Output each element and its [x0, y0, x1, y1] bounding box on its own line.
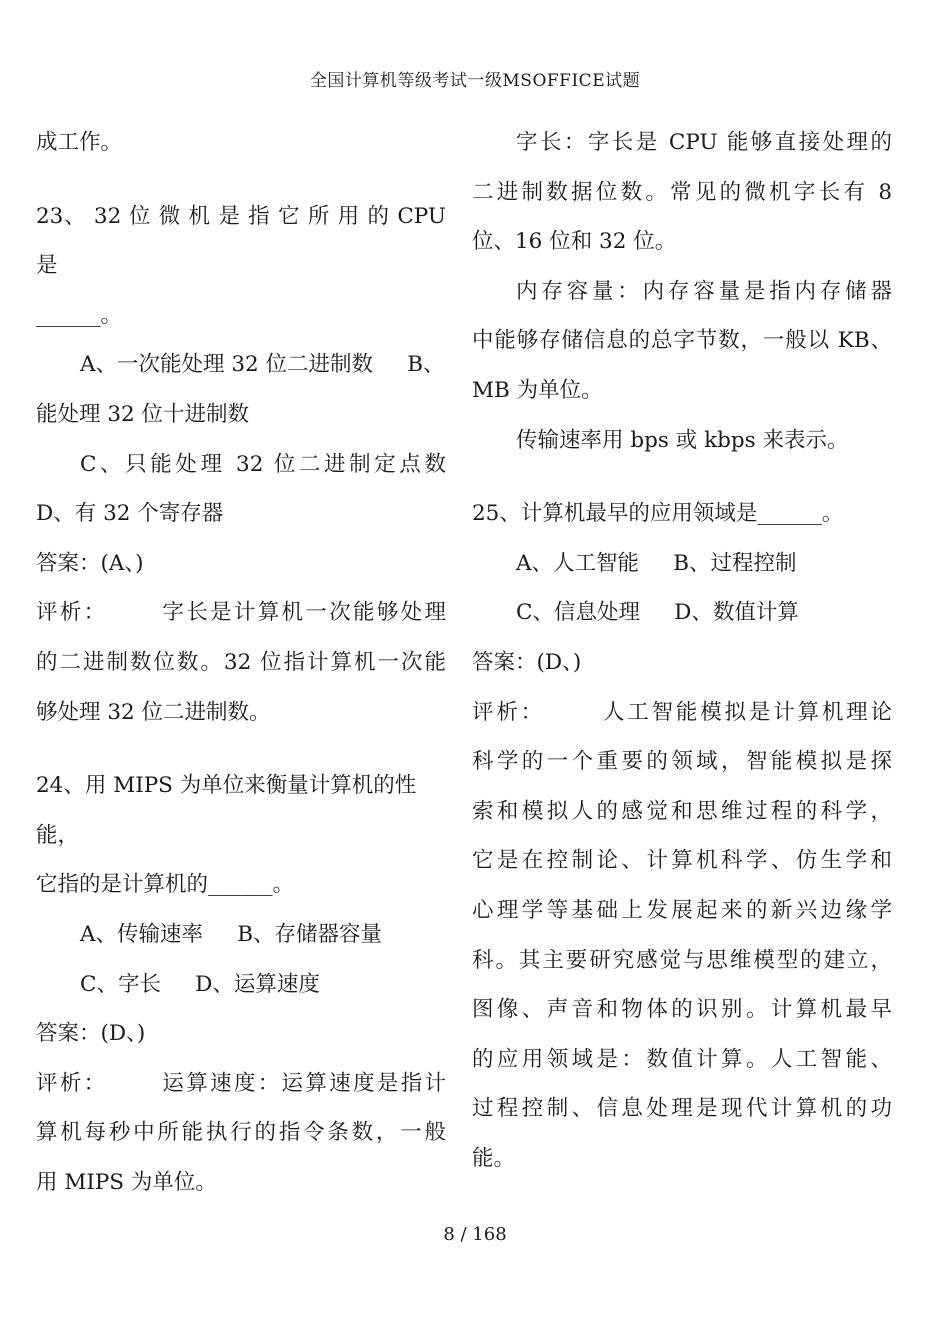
- text-line: 传输速率用 bps 或 kbps 来表示。: [516, 427, 849, 453]
- option-line: D、有 32 个寄存器: [36, 501, 224, 527]
- answer-line: 答案：(D、): [472, 649, 582, 675]
- text-line: 位、16 位和 32 位。: [472, 229, 677, 255]
- analysis-line: 能。: [472, 1145, 516, 1171]
- option-line: A、一次能处理 32 位二进制数 B、: [80, 352, 445, 378]
- page-header: 全国计算机等级考试一级MSOFFICE试题: [309, 71, 641, 91]
- analysis-line: 的应用领域是：数值计算。人工智能、: [472, 1046, 892, 1072]
- text-line: 内存容量：内存容量是指内存储器: [516, 278, 892, 304]
- page-number: 8 / 168: [443, 1224, 507, 1245]
- analysis-line: 科。其主要研究感觉与思维模型的建立，: [472, 947, 892, 973]
- option-line: A、传输速率 B、存储器容量: [80, 921, 382, 947]
- text-line: MB 为单位。: [472, 377, 603, 403]
- analysis-line: 评析： 运算速度：运算速度是指计: [36, 1070, 446, 1096]
- analysis-line: 的二进制数位数。32 位指计算机一次能: [36, 649, 446, 675]
- analysis-line: 科学的一个重要的领域，智能模拟是探: [472, 749, 892, 775]
- option-line: A、人工智能 B、过程控制: [516, 550, 797, 576]
- analysis-line: 过程控制、信息处理是现代计算机的功: [472, 1096, 892, 1122]
- analysis-line: 心理学等基础上发展起来的新兴边缘学: [472, 897, 892, 923]
- right-column: [472, 118, 892, 1183]
- text-line: 它指的是计算机的______。: [36, 872, 295, 898]
- question-23: 23、 32 位 微 机 是 指 它 所 用 的 CPU 是: [36, 203, 453, 279]
- option-line: C、只能处理 32 位二进制定点数: [80, 451, 446, 477]
- text-line: 二进制数据位数。常见的微机字长有 8: [472, 179, 892, 205]
- analysis-line: 索和模拟人的感觉和思维过程的科学，: [472, 798, 892, 824]
- analysis-line: 它是在控制论、计算机科学、仿生学和: [472, 848, 892, 874]
- text-line: 成工作。: [36, 130, 123, 155]
- analysis-line: 算机每秒中所能执行的指令条数，一般: [36, 1120, 446, 1146]
- text-line: ______。: [36, 302, 123, 328]
- analysis-line: 评析： 人工智能模拟是计算机理论: [472, 699, 892, 725]
- spacer: [36, 168, 446, 192]
- option-line: 能处理 32 位十进制数: [36, 401, 250, 427]
- spacer: [36, 737, 446, 761]
- option-line: C、字长 D、运算速度: [80, 971, 320, 997]
- analysis-line: 评析： 字长是计算机一次能够处理: [36, 600, 446, 626]
- text-line: 中能够存储信息的总字节数，一般以 KB、: [472, 328, 892, 354]
- option-line: C、信息处理 D、数值计算: [516, 600, 799, 626]
- analysis-line: 够处理 32 位二进制数。: [36, 699, 271, 725]
- answer-line: 答案：(D、): [36, 1021, 146, 1047]
- text-line: 字长：字长是 CPU 能够直接处理的: [516, 130, 892, 155]
- spacer: [472, 465, 892, 489]
- question-24: 24、用 MIPS 为单位来衡量计算机的性能，: [36, 773, 417, 848]
- analysis-line: 用 MIPS 为单位。: [36, 1169, 217, 1195]
- analysis-line: 图像、声音和物体的识别。计算机最早: [472, 997, 892, 1023]
- answer-line: 答案：(A、): [36, 550, 144, 576]
- left-column: [36, 118, 453, 1207]
- question-25: 25、计算机最早的应用领域是______。: [472, 501, 844, 527]
